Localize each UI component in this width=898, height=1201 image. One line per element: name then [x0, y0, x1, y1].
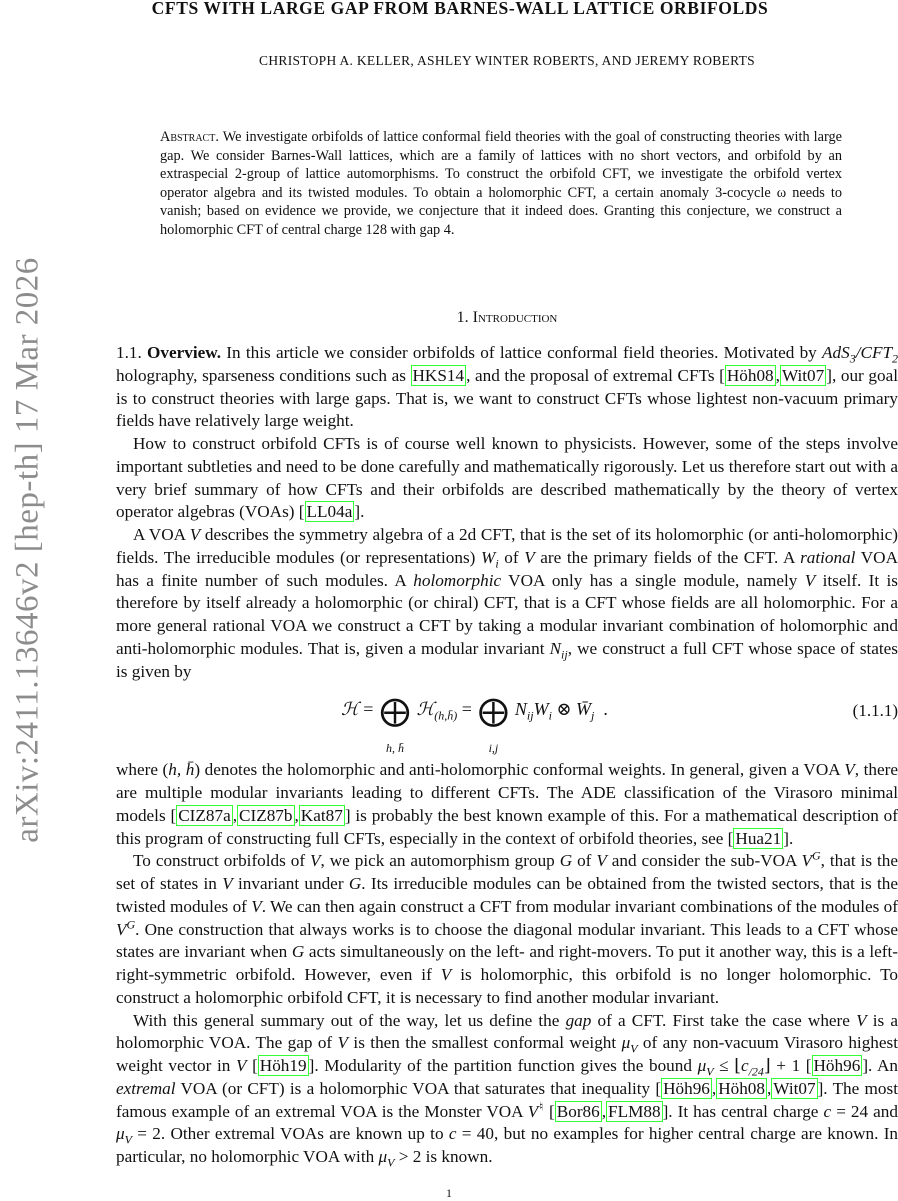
math-inline: [441, 965, 452, 984]
paragraph: where (h, h̄) denotes the holomorphic and anti-holomorphic conformal weights. In general, given a VOA V, there are multiple modular invariants leading to different CFTs. The ADE classification of the Virasoro minimal models [ CIZ87a , CIZ87b , Kat87 ] is probably the best known example of this. For a mathematical description of this program of constructing full CFTs, especially in the context of orbifold theories, see [ Hua21 ].: [116, 760, 898, 848]
math-symbol: V: [844, 760, 855, 780]
paragraph: 1.1. Overview. In this article we consider orbifolds of lattice conformal field theories. Motivated by $AdS_3/CFT_2$ holography, sparseness conditions such as HKS14 , and the proposal of extremal CFTs [ Höh08 , Wit07 ], our goal is to construct theories with large gaps. That is, we want to construct CFTs whose lightest non-vacuum primary fields have relatively large weight.: [116, 343, 898, 431]
math-symbol: V: [524, 547, 535, 567]
math-subscript: V: [630, 1041, 638, 1056]
eq-otimes: ⊗: [556, 699, 572, 720]
equation-number: (1.1.1): [852, 701, 898, 721]
math-subscript: V: [706, 1064, 714, 1079]
math-symbol: G: [559, 851, 573, 871]
section-heading: 1. Introduction: [456, 309, 558, 326]
eq-under1: h, h̄: [385, 741, 404, 756]
math-symbol: μ: [378, 1147, 388, 1166]
citation-link[interactable]: Bor86: [556, 1101, 600, 1121]
math-symbol: V: [440, 965, 452, 984]
math-inline: [222, 874, 233, 893]
math-inline: [856, 1011, 867, 1030]
emphasis: holomorphic: [413, 570, 502, 590]
math-symbol: G: [291, 942, 305, 962]
math-symbol: c: [740, 1056, 749, 1075]
eq-op: ⨁: [379, 695, 410, 729]
math-inline: [560, 851, 572, 870]
citation-link[interactable]: Wit07: [773, 1078, 816, 1098]
abstract-label: Abstract.: [160, 129, 219, 145]
eq-op: ⨁: [478, 695, 509, 729]
eq-rhs: N: [514, 699, 527, 720]
eq-w-sub: i: [548, 708, 552, 723]
paragraph: A VOA V describes the symmetry algebra of a 2d CFT, that is the set of its holomorphic (or anti-holomorphic) fields. The irreducible modules (or representations) $W_i$ of V are the primary fields of the CFT. A rational VOA has a finite number of such modules. A holomorphic VOA only has a single module, namely V itself. It is therefore by itself already a holomorphic (or chiral) CFT, that is a CFT whose fields are all holomorphic. For a more general rational VOA we construct a CFT by taking a modular invariant combination of holomorphic and anti-holomorphic modules. That is, given a modular invariant $N_{ij}$, we construct a full CFT whose space of states is given by: [116, 525, 898, 681]
math-symbol: G: [348, 874, 362, 893]
citation-link[interactable]: Höh96: [813, 1056, 861, 1075]
math-subscript: 2: [892, 351, 898, 366]
paragraph: With this general summary out of the way, let us define the gap of a CFT. First take the case where V is a holomorphic VOA. The gap of V is then the smallest conformal weight $\mu_V$ of any non-vacuum Virasoro highest weight vector in V [ Höh19 ]. Modularity of the partition function gives the bound $\mu_V$ ≤ $⌊c_{/24}⌋ + 1$ [ Höh96 ]. An extremal VOA (or CFT) is a holomorphic VOA that saturates that inequality [ Höh96 , Höh08 , Wit07 ]. The most famous example of an extremal VOA is the Monster VOA V♮ [ Bor86 , FLM88 ]. It has central charge c = 24 and $\mu_V = 2$. Other extremal VOAs are known up to c = 40, but no examples for higher central charge are known. In particular, no holomorphic VOA with $\mu_V > 2$ is known.: [116, 1010, 898, 1170]
direct-sum-symbol: [379, 695, 410, 756]
citation-link[interactable]: LL04a: [306, 502, 353, 522]
run-in-heading: Overview.: [147, 343, 222, 362]
paragraph: To construct orbifolds of V, we pick an automorphism group G of V and consider the sub-VOA $V^G$, that is the set of states in V invariant under G. Its irreducible modules can be obtained from the twisted sectors, that is the twisted modules of V. We can then again construct a CFT from modular invariant combinations of the modules of $V^G$. One construction that always works is to choose the diagonal modular invariant. This leads to a CFT whose states are invariant when G acts simultaneously on the left- and right-movers. To put it another way, this is a left-right-symmetric orbifold. However, even if V is holomorphic, this orbifold is no longer holomorphic. To construct a holomorphic orbifold CFT, it is necessary to find another modular invariant.: [116, 848, 898, 1007]
math-symbol: V: [596, 851, 607, 871]
math-symbol: W: [481, 547, 496, 567]
eq-wbar: W̄: [576, 699, 592, 720]
math-inline: [697, 1056, 714, 1079]
math-symbol: V: [337, 1033, 349, 1053]
math-inline: [116, 916, 136, 939]
paragraphs-before-equation: [116, 342, 898, 683]
math-inline: [524, 548, 535, 567]
math-symbol: μ: [116, 1124, 125, 1144]
math-subscript: V: [387, 1155, 395, 1170]
math-symbol: c: [448, 1124, 457, 1144]
math-inline: [805, 571, 816, 590]
citation-link[interactable]: Höh08: [726, 365, 774, 385]
abstract: [160, 128, 842, 240]
abstract-text: We investigate orbifolds of lattice conformal field theories with the goal of constructing theories with large gap. We consider Barnes-Wall lattices, which are a family of lattices with no short vectors, and orbifold by an extraspecial 2-group of lattice automorphisms. To construct the orbifold CFT, we investigate the orbifold vertex operator algebra and its twisted modules. To obtain a holomorphic CFT, a certain anomaly 3-cocycle ω needs to vanish; based on evidence we provide, we conjecture that it indeed does. Granting this conjecture, we construct a holomorphic CFT of central charge 128 with gap 4.: [160, 129, 842, 238]
math-symbol: μ: [621, 1033, 631, 1053]
math-inline: [116, 1124, 132, 1147]
math-symbol: V: [251, 896, 262, 916]
math-symbol: h, h̄: [168, 760, 195, 780]
math-symbol: V: [222, 874, 233, 893]
equation-1-1-1: [116, 686, 898, 756]
math-symbol: V: [235, 1056, 247, 1075]
citation-link[interactable]: Hua21: [735, 828, 782, 848]
direct-sum-symbol: [478, 695, 509, 756]
equation-formula: ℋ = ⨁ h, h̄ ℋ$_{(h,h̄)}$ = ⨁ i,j $N_{ij}W_i$ ⊗ $W̄_j$ .: [341, 698, 608, 724]
math-symbol: V: [116, 919, 127, 939]
authors: CHRISTOPH A. KELLER, ASHLEY WINTER ROBERTS, AND JEREMY ROBERTS: [259, 53, 755, 68]
math-inline: [481, 547, 499, 571]
math-inline: [338, 1033, 349, 1052]
citation-link[interactable]: Höh19: [259, 1056, 307, 1075]
math-inline: [801, 848, 821, 871]
math-subscript: 3: [849, 351, 856, 366]
citation-link[interactable]: FLM88: [608, 1101, 661, 1121]
citation-link[interactable]: Höh08: [718, 1078, 765, 1098]
math-subscript: V: [124, 1132, 132, 1147]
eq-lhs: ℋ: [341, 699, 359, 720]
citation-link[interactable]: Kat87: [300, 805, 343, 825]
citation-link[interactable]: CIZ87a: [178, 805, 231, 825]
math-inline: [236, 1056, 247, 1075]
math-inline: [168, 760, 194, 779]
math-inline: [449, 1124, 457, 1143]
math-symbol: V: [310, 851, 321, 871]
math-inline: [822, 343, 856, 366]
math-inline: [824, 1102, 832, 1121]
citation-link[interactable]: Höh96: [663, 1078, 710, 1098]
math-symbol: N: [549, 638, 562, 658]
emphasis: rational: [800, 547, 856, 567]
math-inline: [621, 1033, 638, 1056]
emphasis: gap: [565, 1010, 592, 1030]
eq-rhs-sub: ij: [526, 708, 534, 723]
emphasis: extremal: [116, 1078, 176, 1098]
math-symbol: V: [804, 570, 816, 590]
math-inline: [292, 942, 304, 961]
math-inline: [349, 874, 361, 893]
eq-w: W: [533, 699, 549, 720]
paper-title: CFTS WITH LARGE GAP FROM BARNES-WALL LATTICE ORBIFOLDS: [151, 0, 769, 18]
math-superscript: ♮: [538, 1098, 544, 1113]
page-number: 1: [446, 1186, 452, 1200]
citation-link[interactable]: HKS14: [412, 365, 465, 385]
math-inline: [740, 1056, 764, 1079]
math-inline: [378, 1147, 395, 1170]
math-symbol: μ: [697, 1056, 707, 1075]
math-subscript: i: [495, 556, 499, 571]
body-text: [116, 342, 898, 1169]
math-inline: [190, 525, 201, 544]
eq-mid: ℋ: [416, 699, 435, 720]
math-superscript: G: [811, 848, 821, 863]
math-symbol: /CFT: [855, 343, 893, 362]
math-inline: [310, 851, 321, 870]
math-inline: [844, 760, 855, 779]
math-inline: [251, 897, 262, 916]
arxiv-stamp: [6, 230, 50, 870]
math-inline: [549, 638, 568, 662]
math-symbol: AdS: [822, 343, 850, 362]
arxiv-identifier: arXiv:2411.13646v2 [hep-th] 17 Mar 2026: [9, 257, 46, 843]
math-symbol: V: [856, 1010, 867, 1030]
math-symbol: V: [189, 525, 201, 544]
math-symbol: V: [527, 1101, 539, 1121]
citation-link[interactable]: CIZ87b: [239, 805, 293, 825]
math-symbol: V: [801, 851, 812, 871]
math-symbol: c: [823, 1101, 832, 1121]
citation-link[interactable]: Wit07: [781, 365, 825, 385]
math-inline: [596, 851, 607, 870]
math-inline: [527, 1098, 544, 1121]
eq-mid-sub: (h,h̄): [434, 708, 458, 723]
eq-wbar-sub: j: [591, 708, 595, 723]
math-inline: [855, 343, 898, 366]
eq-under2: i,j: [488, 741, 499, 756]
paragraphs-after-equation: [116, 759, 898, 1169]
math-subscript: ij: [561, 647, 568, 662]
math-subscript: /24: [748, 1064, 764, 1079]
math-superscript: G: [126, 916, 136, 931]
paragraph: How to construct orbifold CFTs is of course well known to physicists. However, some of the steps involve important subtleties and need to be done carefully and mathematically rigorously. Let us therefore start out with a very brief summary of how CFTs and their orbifolds are described mathematically by the theory of vertex operator algebras (VOAs) [ LL04a ].: [116, 434, 898, 522]
